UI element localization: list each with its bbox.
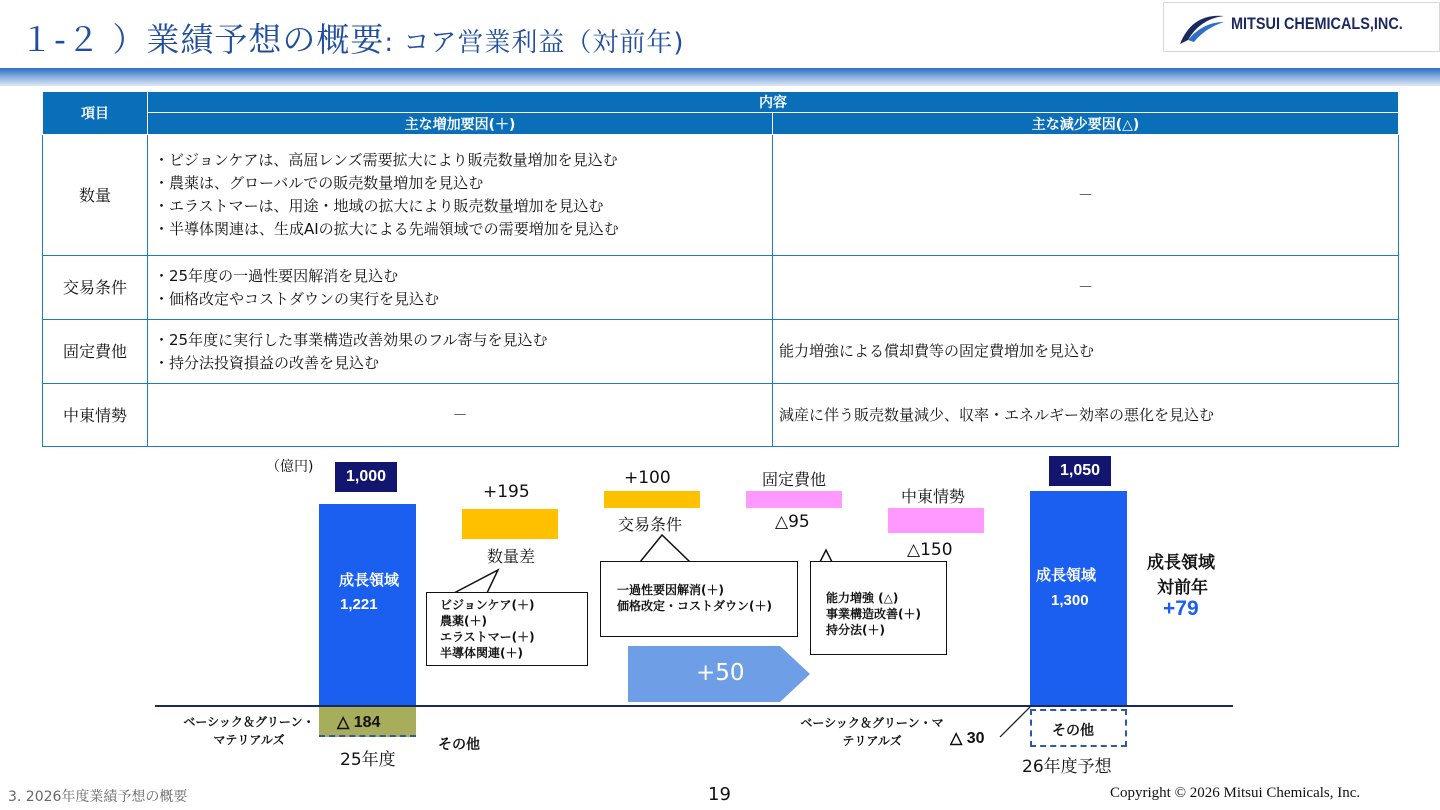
table-row <box>43 384 1399 447</box>
growth-yoy-label1: 成長領域 <box>1147 553 1215 573</box>
step-volume-name: 数量差 <box>487 547 536 566</box>
list-item: ・25年度の一過性要因解消を見込む <box>154 266 399 285</box>
table-cell-decrease: － <box>773 135 1399 256</box>
list-item: ・半導体関連は、生成AIの拡大による先端領域での需要増加を見込む <box>154 220 619 238</box>
end-basic-value: △ 30 <box>950 730 985 747</box>
end-total-label: 1,050 <box>1049 456 1111 486</box>
page-subtitle: : コア営業利益（対前年) <box>384 28 685 58</box>
footer-copyright: Copyright © 2026 Mitsui Chemicals, Inc. <box>1110 785 1361 801</box>
company-logo-text: MITSUI CHEMICALS,INC. <box>1231 14 1403 33</box>
callout-line: 価格改定・コストダウン(＋) <box>617 599 772 613</box>
table-cell-item: 固定費他 <box>43 320 148 384</box>
end-basic-label: ベーシック＆グリーン・マテリアルズ <box>800 716 944 748</box>
start-axis-label: 25年度 <box>340 750 396 770</box>
end-growth-label: 成長領域 <box>1036 567 1097 584</box>
logo-wing-icon <box>1178 10 1226 46</box>
table-row <box>43 256 1399 320</box>
factors-table <box>42 91 1399 447</box>
page-number: 19 <box>708 784 731 805</box>
list-item: ・持分法投資損益の改善を見込む <box>154 353 380 372</box>
callout-line: ビジョンケア(＋) <box>440 598 535 612</box>
table-row <box>43 135 1399 256</box>
header-band <box>0 68 1440 86</box>
list-item: ・価格改定やコストダウンの実行を見込む <box>154 289 440 308</box>
chart-baseline <box>155 705 1233 707</box>
table-cell-increase: － <box>148 384 773 447</box>
end-axis-label: 26年度予想 <box>1022 757 1112 777</box>
page-title-main: １-２ ）業績予想の概要 <box>20 20 385 59</box>
start-basic-value: △ 184 <box>337 714 381 731</box>
step-volume-value: +195 <box>483 482 530 502</box>
footer-section: 3. 2026年度業績予想の概要 <box>8 789 188 805</box>
start-other-label: その他 <box>438 737 480 753</box>
table-header-decrease: 主な減少要因(△) <box>773 113 1399 135</box>
table-cell-increase <box>148 256 773 320</box>
list-item: ・ビジョンケアは、高屈レンズ需要拡大により販売数量増加を見込む <box>154 151 618 169</box>
list-item: ・農薬は、グローバルでの販売数量増加を見込む <box>154 174 484 192</box>
step-terms-name: 交易条件 <box>618 515 683 534</box>
step-terms-value: +100 <box>624 468 671 488</box>
table-cell-decrease: 能力増強による償却費等の固定費増加を見込む <box>773 320 1399 384</box>
callout-volume <box>426 592 588 666</box>
table-cell-item: 中東情勢 <box>43 384 148 447</box>
callout-line: 農薬(＋) <box>440 614 487 628</box>
step-terms-bar <box>604 491 700 508</box>
growth-yoy-label2: 対前年 <box>1157 578 1208 598</box>
callout-line: 持分法(＋) <box>826 623 885 637</box>
table-cell-decrease: － <box>773 256 1399 320</box>
step-mideast-bar <box>888 508 984 533</box>
callout-line: 能力増強 (△) <box>826 591 899 605</box>
end-growth-value: 1,300 <box>1051 592 1089 609</box>
net-change-value: +50 <box>696 660 745 686</box>
table-cell-increase <box>148 320 773 384</box>
callout-line: 半導体関連(＋) <box>440 646 523 660</box>
end-basic-leader-line <box>998 705 1032 739</box>
table-header-item: 項目 <box>43 92 148 135</box>
list-item: ・エラストマーは、用途・地域の拡大により販売数量増加を見込む <box>154 197 604 215</box>
start-growth-value: 1,221 <box>340 596 378 613</box>
step-mideast-name: 中東情勢 <box>901 487 966 506</box>
table-header-content: 内容 <box>148 92 1399 113</box>
step-mideast-value: △150 <box>907 540 953 560</box>
step-fixed-name: 固定費他 <box>762 470 827 489</box>
step-fixed-bar <box>746 491 842 508</box>
start-total-label: 1,000 <box>335 462 397 492</box>
table-cell-increase <box>148 135 773 256</box>
step-fixed-value: △95 <box>775 512 810 532</box>
table-cell-item: 交易条件 <box>43 256 148 320</box>
table-row <box>43 320 1399 384</box>
start-growth-label: 成長領域 <box>339 572 400 589</box>
growth-yoy-value: +79 <box>1163 597 1199 620</box>
callout-line: エラストマー(＋) <box>440 630 535 644</box>
callout-line: 一過性要因解消(＋) <box>617 583 724 597</box>
table-header-increase: 主な増加要因(＋) <box>148 113 773 135</box>
callout-fixed <box>810 561 947 655</box>
start-basic-label: ベーシック＆グリーン・マテリアルズ <box>183 715 315 747</box>
table-cell-decrease: 減産に伴う販売数量減少、収率・エネルギー効率の悪化を見込む <box>773 384 1399 447</box>
callout-line: 事業構造改善(＋) <box>826 607 921 621</box>
page-title <box>20 14 685 61</box>
unit-label: （億円) <box>266 459 314 475</box>
callout-terms <box>600 561 798 637</box>
list-item: ・25年度に実行した事業構造改善効果のフル寄与を見込む <box>154 330 548 349</box>
table-cell-item: 数量 <box>43 135 148 256</box>
end-other-label: その他 <box>1052 723 1094 739</box>
